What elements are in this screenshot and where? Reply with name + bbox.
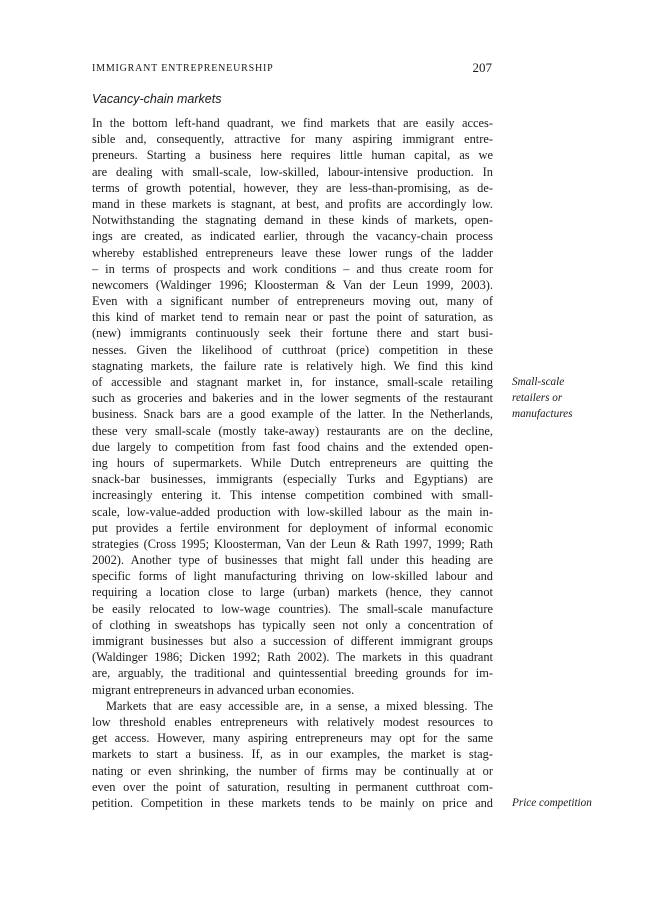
text-line: whereby established entrepreneurs leave these lower rungs of the ladder (92, 245, 493, 260)
text-line: of clothing in sweatshops has typically seen not only a concentration of (92, 617, 493, 632)
text-line: Even with a significant number of entrepreneurs moving out, many of (92, 294, 493, 309)
text-line: mand in these markets is stagnant, at best, and profits are accordingly low. (92, 196, 493, 211)
text-line: terms of growth potential, however, they are less-than-promising, as de- (92, 180, 493, 195)
text-line: this kind of market tend to remain near or past the point of saturation, as (92, 310, 493, 325)
text-line: markets to start a business. If, as in our examples, the market is stag- (92, 747, 493, 762)
text-line: (Waldinger 1986; Dicken 1992; Rath 2002). The markets in this quadrant (92, 650, 493, 665)
margin-note (512, 374, 622, 423)
text-line: Notwithstanding the stagnating demand in these kinds of markets, open- (92, 213, 493, 228)
text-line: ings are created, as indicated earlier, through the vacancy-chain process (92, 229, 493, 244)
text-line: these very small-scale (mostly take-away) restaurants are on the decline, (92, 423, 493, 438)
text-line: even over the point of saturation, resulting in permanent cutthroat com- (92, 779, 493, 794)
text-line: ing hours of supermarkets. While Dutch entrepreneurs are quitting the (92, 455, 493, 470)
text-line: preneurs. Starting a business here requires little human capital, as we (92, 148, 493, 163)
text-line: be easily relocated to low-wage countries). The small-scale manufacture (92, 601, 493, 616)
text-line: put provides a fertile environment for deployment of informal economic (92, 520, 493, 535)
text-line: get access. However, many aspiring entrepreneurs may opt for the same (92, 731, 493, 746)
text-line: – in terms of prospects and work conditions – and thus create room for (92, 261, 493, 276)
text-line: are, arguably, the traditional and quintessential breeding grounds for im- (92, 666, 493, 681)
text-line: are dealing with small-scale, low-skilled, labour-intensive production. In (92, 164, 493, 179)
text-line: sible and, consequently, attractive for many aspiring immigrant entre- (92, 132, 493, 147)
text-line: business. Snack bars are a good example of the latter. In the Netherlands, (92, 407, 493, 422)
text-line: newcomers (Waldinger 1996; Kloosterman & Van der Leun 1999, 2003). (92, 277, 493, 292)
text-line: (new) immigrants continuously seek their fortune there and start busi- (92, 326, 493, 341)
margin-note-line: manufactures (512, 408, 573, 421)
text-line: nesses. Given the likelihood of cutthroat (price) competition in these (92, 342, 493, 357)
text-line: 2002). Another type of businesses that might fall under this heading are (92, 553, 493, 568)
running-head: IMMIGRANT ENTREPRENEURSHIP (92, 63, 274, 74)
text-line: nating or even shrinking, the number of firms may be continually at or (92, 763, 493, 778)
text-line: snack-bar businesses, immigrants (especially Turks and Egyptians) are (92, 472, 493, 487)
margin-note-line: Price competition (512, 797, 592, 809)
text-line: immigrant businesses but also a succession of different immigrant groups (92, 634, 493, 648)
text-line: requiring a location close to large (urban) markets (hence, they cannot (92, 585, 493, 600)
text-line: increasingly entering it. This intense competition combined with small- (92, 488, 493, 503)
text-line: such as groceries and bakeries and in the lower segments of the restaurant (92, 391, 493, 406)
text-line: migrant entrepreneurs in advanced urban economies. (92, 682, 355, 697)
text-line: due largely to competition from fast food chains and the extended open- (92, 439, 493, 454)
margin-note-line: retailers or (512, 392, 563, 405)
text-line: low threshold enables entrepreneurs with relatively modest resources to (92, 714, 493, 729)
text-line: In the bottom left-hand quadrant, we find markets that are easily acces- (92, 116, 493, 130)
margin-note (512, 795, 622, 811)
text-line: scale, low-value-added production with low-skilled labour as the main in- (92, 504, 493, 519)
margin-note-line: Small-scale (512, 376, 565, 388)
text-line: petition. Competition in these markets tends to be mainly on price and (92, 795, 493, 810)
text-line: strategies (Cross 1995; Kloosterman, Van der Leun & Rath 1997, 1999; Rath (92, 536, 493, 551)
text-line: stagnating markets, the failure rate is relatively high. We find this kind (92, 358, 493, 373)
text-line: of accessible and stagnant market in, for instance, small-scale retailing (92, 375, 493, 389)
body-text (92, 115, 493, 811)
paragraph (92, 698, 493, 811)
paragraph (92, 115, 493, 698)
text-line: specific forms of light manufacturing thriving on low-skilled labour and (92, 569, 493, 584)
text-line: Markets that are easy accessible are, in a sense, a mixed blessing. The (106, 698, 493, 713)
page-number: 207 (472, 60, 492, 75)
section-heading: Vacancy-chain markets (92, 92, 222, 106)
